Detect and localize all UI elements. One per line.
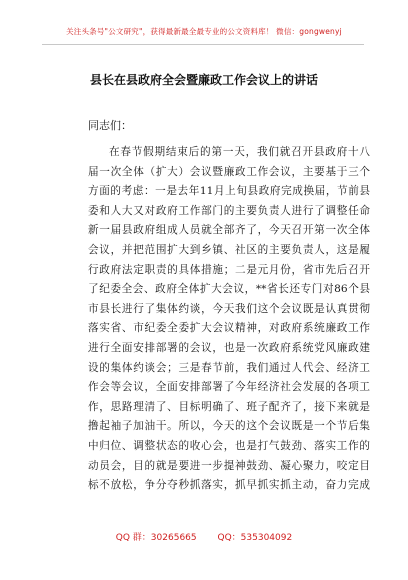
header-divider — [42, 44, 364, 45]
body-line: 了纪委全会、政府全体扩大会议，**省长还专门对86个县 — [88, 283, 370, 296]
body-line: 作会等会议，全面安排部署了今年经济社会发展的各项工 — [88, 381, 370, 394]
header-banner: 关注头条号"公文研究"，获得最新最全最专业的公文资料库！ 微信：gongwenyj — [66, 27, 342, 36]
body-line: 新一届县政府组成人员就全部齐了，今天召开第一次全体 — [88, 224, 370, 237]
body-line: 在春节假期结束后的第一天，我们就召开县政府十八 — [109, 146, 370, 158]
footer-contact — [0, 530, 408, 543]
salutation: 同志们： — [88, 119, 132, 132]
body-line: 撸起袖子加油干。所以，今天的这个会议既是一个节后集 — [88, 420, 370, 433]
body-line: 方面的考虑：一是去年11月上旬县政府完成换届，节前县 — [88, 185, 370, 198]
footer-qq: QQ：535304092 — [217, 533, 293, 543]
footer-qq-group: QQ 群：30265665 — [115, 533, 197, 543]
document-body — [88, 143, 370, 496]
body-line: 设的集体约谈会；三是春节前，我们通过人代会、经济工 — [88, 361, 370, 374]
body-line: 委和人大又对政府工作部门的主要负责人进行了调整任命 — [88, 204, 370, 217]
body-line: 动员会，目的就是要进一步提神鼓劲、凝心聚力，咬定目 — [88, 459, 370, 472]
document-title: 县长在县政府全会暨廉政工作会议上的讲话 — [89, 73, 318, 87]
body-line: 作，思路理清了、目标明确了、班子配齐了，接下来就是 — [88, 400, 370, 413]
body-line: 标不放松，争分夺秒抓落实，抓早抓实抓主动，奋力完成 — [88, 479, 370, 492]
body-line: 会议，并把范围扩大到乡镇、社区的主要负责人，这是履 — [88, 243, 370, 256]
body-line: 落实省、市纪委全委扩大会议精神，对政府系统廉政工作 — [88, 322, 370, 335]
body-line: 行政府法定职责的具体措施；二是元月份，省市先后召开 — [88, 263, 370, 276]
body-line: 中归位、调整状态的收心会，也是打气鼓劲、落实工作的 — [88, 439, 370, 452]
body-line: 市县长进行了集体约谈，今天我们这个会议既是认真贯彻 — [88, 302, 370, 315]
body-line: 届一次全体（扩大）会议暨廉政工作会议，主要基于三个 — [88, 165, 370, 178]
body-line: 进行全面安排部署的会议，也是一次政府系统党风廉政建 — [88, 341, 370, 354]
